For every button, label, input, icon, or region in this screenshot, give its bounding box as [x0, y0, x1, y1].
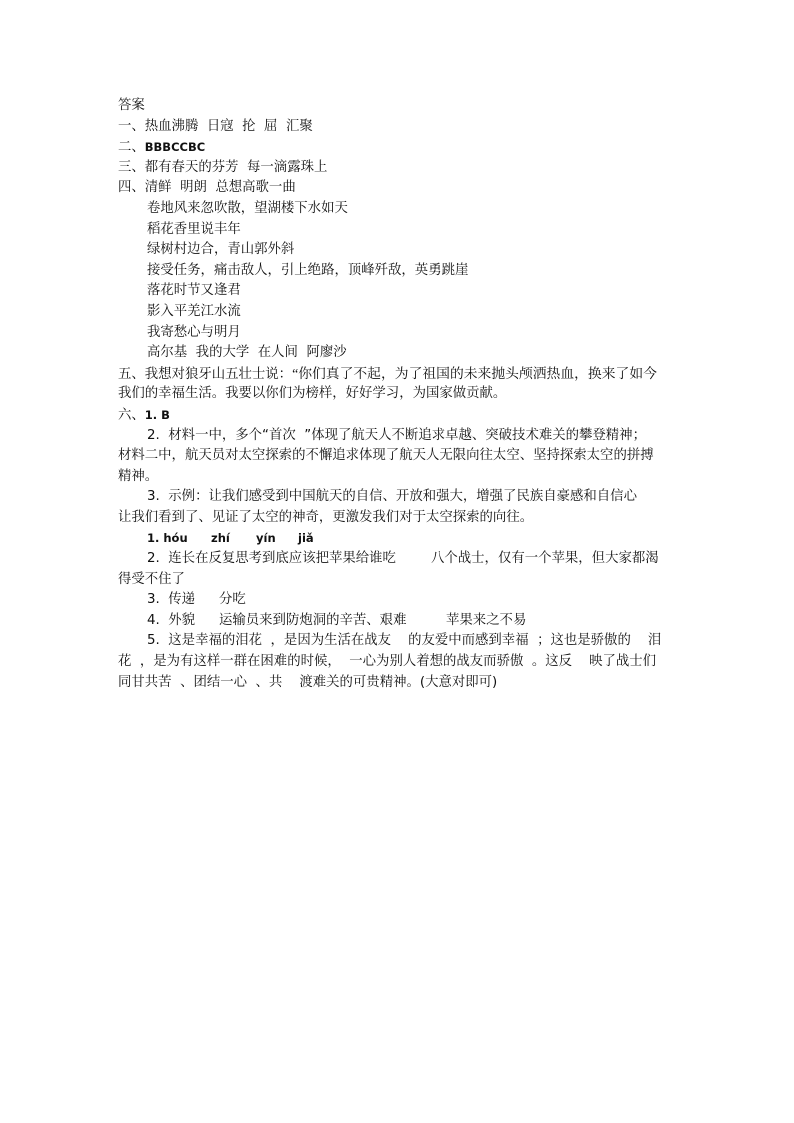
q7-4-part-b: 运输员来到防炮洞的辛苦、艰难: [219, 612, 407, 628]
answer-q1: 一、热血沸腾 日寇 抡 屈 汇聚: [118, 118, 313, 134]
answer-q7-5-line2: 花 ，是为有这样一群在困难的时候， 一心为别人着想的战友而骄傲 。这反 映了战士们: [118, 654, 657, 670]
answer-q7-5-line1: 5. 这是幸福的泪花 ，是因为生活在战友 的友爱中而感到幸福 ；这也是骄傲的 泪: [147, 633, 662, 649]
answer-q7-2-line1: [118, 549, 678, 570]
q6-prefix: 六、: [118, 407, 145, 423]
q7-3-part-a: 3. 传递: [147, 592, 196, 608]
pinyin-4: jiǎ: [298, 531, 314, 546]
answer-q4-line: 落花时节又逢君: [147, 283, 241, 299]
answer-q5-line1: [118, 364, 678, 385]
answer-q5-line2: 我们的幸福生活。我要以你们为榜样，好好学习，为国家做贡献。: [118, 386, 507, 402]
answer-q4-line: 我寄愁心与明月: [147, 324, 241, 340]
answer-q6-2-line1: 2. 材料一中，多个“首次 ”体现了航天人不断追求卓越、突破技术难关的攀登精神；: [147, 427, 646, 443]
answer-q4-line: 绿树村边合，青山郭外斜: [147, 242, 295, 258]
answer-title: 答案: [118, 98, 145, 113]
q2-prefix: 二、: [118, 140, 145, 156]
answer-q7-5-line3: 同甘共苦 、团结一心 、共 渡难关的可贵精神。(大意对即可): [118, 674, 498, 690]
q5-prefix: 五、我想对狼牙山五壮士说：: [118, 366, 293, 382]
pinyin-3: yín: [256, 531, 276, 546]
answer-q4-line: 接受任务，痛击敌人，引上绝路，顶峰歼敌，英勇跳崖: [147, 262, 469, 278]
q7-3-part-b: 分吃: [219, 592, 246, 608]
answer-q6-2-line2: 材料二中，航天员对太空探索的不懈追求体现了航天人无限向往太空、坚持探索太空的拼搏: [118, 448, 654, 464]
answer-q7-2-line2: 得受不住了: [118, 571, 185, 587]
answer-q6-3-line1: 3. 示例：让我们感受到中国航天的自信、开放和强大，增强了民族自豪感和自信心: [147, 489, 637, 505]
q2-answer: BBBCCBC: [144, 140, 206, 155]
answer-q7-1-pinyin: [118, 528, 678, 549]
answer-q4-line: 稻花香里说丰年: [147, 221, 241, 237]
answer-q6-3-line2: 让我们看到了、见证了太空的神奇，更激发我们对于太空探索的向往。: [118, 509, 534, 525]
q6-a1: 1. B: [144, 407, 170, 422]
answer-sheet: [118, 96, 678, 693]
answer-q7-4: [118, 611, 678, 632]
q7-2-part-b: 八个战士，仅有一个苹果，但大家都渴: [431, 551, 659, 567]
answer-q4-head: 四、清鲜 明朗 总想高歌一曲: [118, 180, 296, 196]
pinyin-2: zhí: [211, 531, 230, 546]
answer-q4-line: 卷地风来忽吹散，望湖楼下水如天: [147, 200, 348, 216]
pinyin-1: 1. hóu: [147, 531, 188, 546]
answer-q6-1: [118, 405, 678, 426]
answer-q2: [118, 137, 678, 158]
answer-q4-line: 高尔基 我的大学 在人间 阿廖沙: [147, 345, 347, 361]
q7-2-part-a: 2. 连长在反复思考到底应该把苹果给谁吃: [147, 551, 396, 567]
answer-q7-3: [118, 590, 678, 611]
q7-4-part-a: 4. 外貌: [147, 612, 196, 628]
answer-q3: 三、都有春天的芬芳 每一滴露珠上: [118, 159, 328, 175]
answer-q6-2-line3: 精神。: [118, 468, 159, 484]
q7-4-part-c: 苹果来之不易: [446, 612, 527, 628]
q5-quote: “你们真了不起，为了祖国的未来抛头颅洒热血，换来了如今: [292, 365, 657, 381]
answer-q4-line: 影入平羌江水流: [147, 303, 241, 319]
